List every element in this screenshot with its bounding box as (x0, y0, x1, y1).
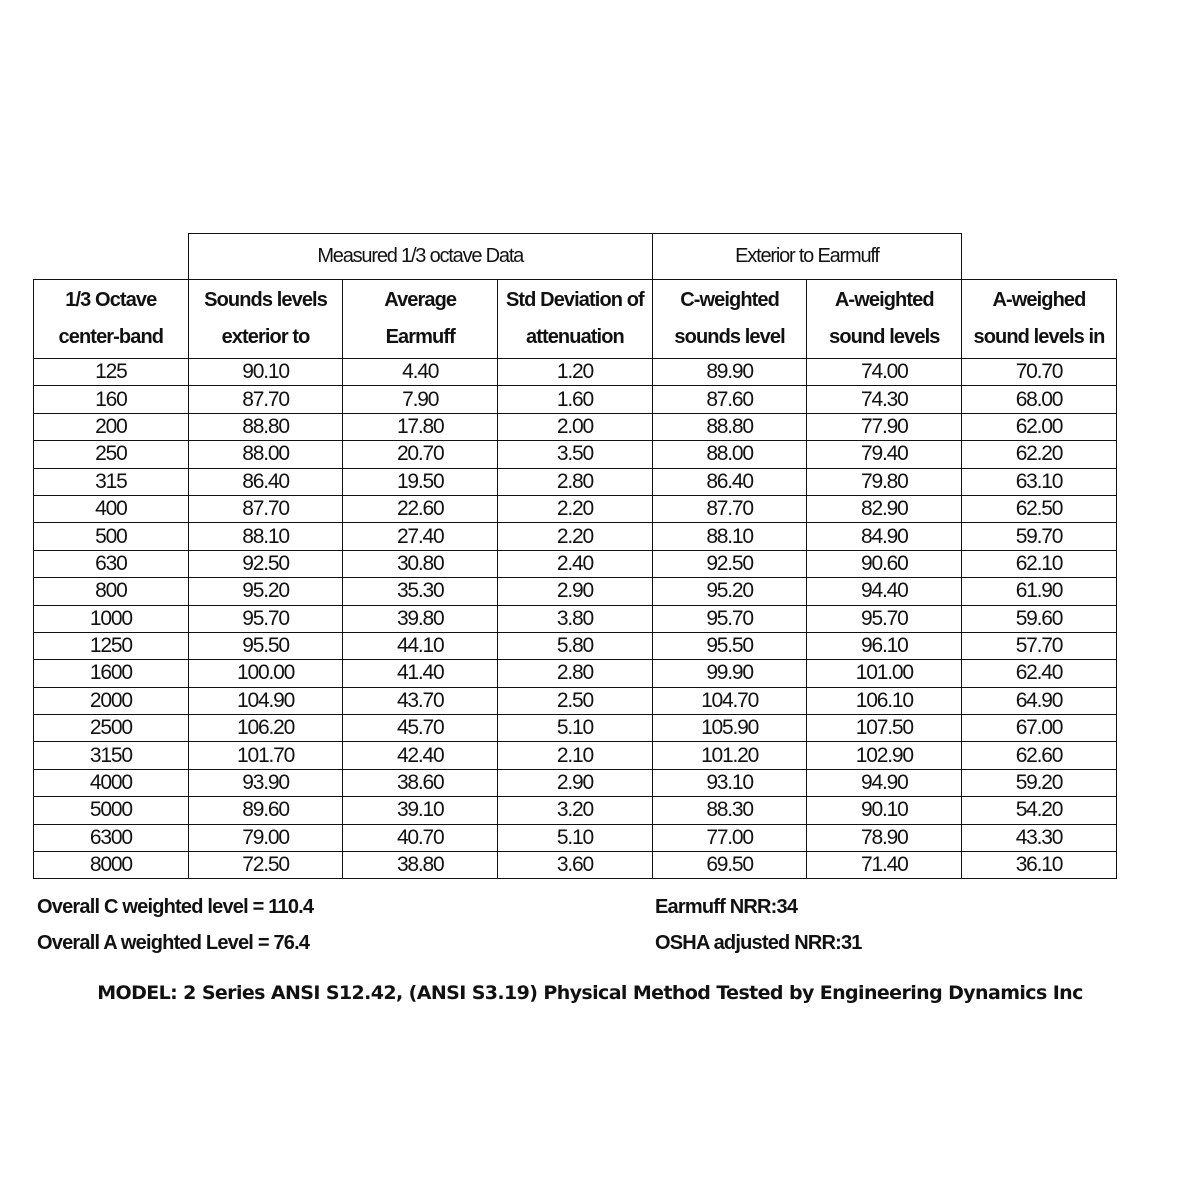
column-header-line: 1/3 Octave (65, 289, 157, 311)
table-cell: 101.70 (188, 742, 343, 769)
column-header-line: sound levels (829, 326, 940, 348)
table-cell: 59.70 (962, 523, 1117, 550)
table-row (34, 632, 1117, 659)
table-cell: 57.70 (962, 632, 1117, 659)
table-cell: 1.20 (498, 359, 653, 386)
table-cell: 5.10 (498, 824, 653, 851)
table-cell: 87.70 (652, 495, 807, 522)
column-header (188, 280, 343, 359)
table-cell: 62.20 (962, 441, 1117, 468)
table-cell: 59.20 (962, 769, 1117, 796)
table-cell: 30.80 (343, 550, 498, 577)
table-row (34, 660, 1117, 687)
table-row (34, 852, 1117, 879)
table-cell: 88.80 (652, 413, 807, 440)
table-cell: 68.00 (962, 386, 1117, 413)
table-cell: 1000 (34, 605, 189, 632)
table-cell: 36.10 (962, 852, 1117, 879)
table-cell: 5.80 (498, 632, 653, 659)
table-row (34, 413, 1117, 440)
table-cell: 77.90 (807, 413, 962, 440)
table-cell: 82.90 (807, 495, 962, 522)
table-cell: 62.00 (962, 413, 1117, 440)
table-row (34, 687, 1117, 714)
table-cell: 1250 (34, 632, 189, 659)
table-cell: 4.40 (343, 359, 498, 386)
table-cell: 400 (34, 495, 189, 522)
table-cell: 3.60 (498, 852, 653, 879)
table-cell: 95.20 (188, 578, 343, 605)
table-cell: 39.80 (343, 605, 498, 632)
column-header-line: center-band (58, 326, 164, 348)
table-cell: 59.60 (962, 605, 1117, 632)
table-cell: 87.60 (652, 386, 807, 413)
column-header-line: exterior to (221, 326, 310, 348)
table-cell: 88.00 (188, 441, 343, 468)
table-cell: 94.90 (807, 769, 962, 796)
column-header (498, 280, 653, 359)
group-header-row (34, 234, 1117, 280)
column-header-line: A-weighted (834, 289, 934, 311)
table-cell: 88.80 (188, 413, 343, 440)
table-cell: 250 (34, 441, 189, 468)
column-header-line: A-weighed (992, 289, 1086, 311)
table-cell: 93.90 (188, 769, 343, 796)
table-cell: 86.40 (188, 468, 343, 495)
table-row (34, 468, 1117, 495)
table-cell: 800 (34, 578, 189, 605)
table-cell: 1600 (34, 660, 189, 687)
table-cell: 99.90 (652, 660, 807, 687)
column-header (652, 280, 807, 359)
table-cell: 54.20 (962, 797, 1117, 824)
table-cell: 93.10 (652, 769, 807, 796)
table-cell: 7.90 (343, 386, 498, 413)
column-header-line: Earmuff (385, 326, 455, 348)
table-cell: 90.10 (188, 359, 343, 386)
table-cell: 74.30 (807, 386, 962, 413)
table-cell: 67.00 (962, 715, 1117, 742)
table-cell: 3.50 (498, 441, 653, 468)
table-cell: 106.20 (188, 715, 343, 742)
table-cell: 2.90 (498, 578, 653, 605)
table-cell: 1.60 (498, 386, 653, 413)
table-cell: 69.50 (652, 852, 807, 879)
overall-a-level: Overall A weighted Level = 76.4 (37, 932, 310, 954)
table-cell: 87.70 (188, 386, 343, 413)
table-cell: 2.80 (498, 468, 653, 495)
column-header (807, 280, 962, 359)
table-cell: 630 (34, 550, 189, 577)
table-cell: 45.70 (343, 715, 498, 742)
table-cell: 38.60 (343, 769, 498, 796)
table-cell: 79.00 (188, 824, 343, 851)
table-cell: 63.10 (962, 468, 1117, 495)
column-header (343, 280, 498, 359)
table-cell: 105.90 (652, 715, 807, 742)
table-cell: 88.30 (652, 797, 807, 824)
table-row (34, 386, 1117, 413)
column-header-line: Sounds levels (204, 289, 327, 311)
table-cell: 125 (34, 359, 189, 386)
table-cell: 42.40 (343, 742, 498, 769)
table-cell: 3.80 (498, 605, 653, 632)
table-row (34, 359, 1117, 386)
column-header-line: C-weighted (680, 289, 779, 311)
earmuff-nrr: Earmuff NRR:34 (655, 896, 798, 918)
table-cell: 2.40 (498, 550, 653, 577)
table-cell: 2000 (34, 687, 189, 714)
table-cell: 62.60 (962, 742, 1117, 769)
column-header-line: sounds level (674, 326, 785, 348)
table-cell: 95.70 (807, 605, 962, 632)
table-cell: 8000 (34, 852, 189, 879)
table-cell: 79.80 (807, 468, 962, 495)
table-row (34, 742, 1117, 769)
table-cell: 95.70 (652, 605, 807, 632)
overall-c-level: Overall C weighted level = 110.4 (37, 896, 314, 918)
table-cell: 62.40 (962, 660, 1117, 687)
table-row (34, 824, 1117, 851)
table-cell: 2.00 (498, 413, 653, 440)
table-cell: 3150 (34, 742, 189, 769)
table-cell: 160 (34, 386, 189, 413)
column-header (962, 280, 1117, 359)
column-header-line: attenuation (525, 326, 624, 348)
table-cell: 102.90 (807, 742, 962, 769)
table-cell: 2500 (34, 715, 189, 742)
table-cell: 87.70 (188, 495, 343, 522)
table-cell: 2.20 (498, 523, 653, 550)
table-cell: 94.40 (807, 578, 962, 605)
table-cell: 92.50 (652, 550, 807, 577)
attenuation-table (33, 233, 1117, 879)
table-cell: 2.90 (498, 769, 653, 796)
table-cell: 6300 (34, 824, 189, 851)
table-cell: 2.50 (498, 687, 653, 714)
table-cell: 92.50 (188, 550, 343, 577)
table-cell: 100.00 (188, 660, 343, 687)
table-cell: 96.10 (807, 632, 962, 659)
table-cell: 39.10 (343, 797, 498, 824)
table-cell: 71.40 (807, 852, 962, 879)
table-cell: 89.90 (652, 359, 807, 386)
group-exterior: Exterior to Earmuff (652, 234, 961, 280)
column-header-row (34, 280, 1117, 359)
table-cell: 2.20 (498, 495, 653, 522)
table-row (34, 769, 1117, 796)
table-cell: 40.70 (343, 824, 498, 851)
table-cell: 79.40 (807, 441, 962, 468)
table-row (34, 605, 1117, 632)
table-cell: 78.90 (807, 824, 962, 851)
table-cell: 95.50 (188, 632, 343, 659)
table-cell: 22.60 (343, 495, 498, 522)
table-cell: 89.60 (188, 797, 343, 824)
table-cell: 101.00 (807, 660, 962, 687)
table-cell: 88.10 (188, 523, 343, 550)
column-header-line: sound levels in (973, 326, 1105, 348)
table-cell: 88.00 (652, 441, 807, 468)
table-cell: 88.10 (652, 523, 807, 550)
column-header-line: Std Deviation of (505, 289, 644, 311)
table-cell: 101.20 (652, 742, 807, 769)
table-cell: 17.80 (343, 413, 498, 440)
group-measured: Measured 1/3 octave Data (188, 234, 652, 280)
table-cell: 74.00 (807, 359, 962, 386)
table-cell: 43.30 (962, 824, 1117, 851)
table-cell: 4000 (34, 769, 189, 796)
model-caption: MODEL: 2 Series ANSI S12.42, (ANSI S3.19) Physical Method Tested by Engineering Dynamics Inc (97, 982, 1083, 1004)
table-row (34, 578, 1117, 605)
table-row (34, 495, 1117, 522)
table-cell: 70.70 (962, 359, 1117, 386)
table-cell: 3.20 (498, 797, 653, 824)
table-row (34, 523, 1117, 550)
table-cell: 107.50 (807, 715, 962, 742)
table-cell: 19.50 (343, 468, 498, 495)
table-row (34, 550, 1117, 577)
table-cell: 27.40 (343, 523, 498, 550)
table-cell: 5.10 (498, 715, 653, 742)
table-cell: 95.20 (652, 578, 807, 605)
table-cell: 41.40 (343, 660, 498, 687)
osha-nrr: OSHA adjusted NRR:31 (655, 932, 862, 954)
table-cell: 72.50 (188, 852, 343, 879)
table-cell: 95.70 (188, 605, 343, 632)
table-cell: 95.50 (652, 632, 807, 659)
table-cell: 90.10 (807, 797, 962, 824)
column-header (34, 280, 189, 359)
table-cell: 44.10 (343, 632, 498, 659)
table-cell: 2.80 (498, 660, 653, 687)
table-cell: 77.00 (652, 824, 807, 851)
table-cell: 20.70 (343, 441, 498, 468)
table-cell: 90.60 (807, 550, 962, 577)
table-cell: 86.40 (652, 468, 807, 495)
table-cell: 106.10 (807, 687, 962, 714)
table-cell: 61.90 (962, 578, 1117, 605)
table-cell: 104.70 (652, 687, 807, 714)
table-cell: 43.70 (343, 687, 498, 714)
table-cell: 2.10 (498, 742, 653, 769)
table-row (34, 441, 1117, 468)
table-row (34, 797, 1117, 824)
table-cell: 62.50 (962, 495, 1117, 522)
table-cell: 315 (34, 468, 189, 495)
table-row (34, 715, 1117, 742)
table-cell: 104.90 (188, 687, 343, 714)
table-cell: 62.10 (962, 550, 1117, 577)
table-cell: 84.90 (807, 523, 962, 550)
table-cell: 200 (34, 413, 189, 440)
table-cell: 5000 (34, 797, 189, 824)
column-header-line: Average (384, 289, 457, 311)
table-cell: 500 (34, 523, 189, 550)
table-cell: 38.80 (343, 852, 498, 879)
table-cell: 64.90 (962, 687, 1117, 714)
table-cell: 35.30 (343, 578, 498, 605)
